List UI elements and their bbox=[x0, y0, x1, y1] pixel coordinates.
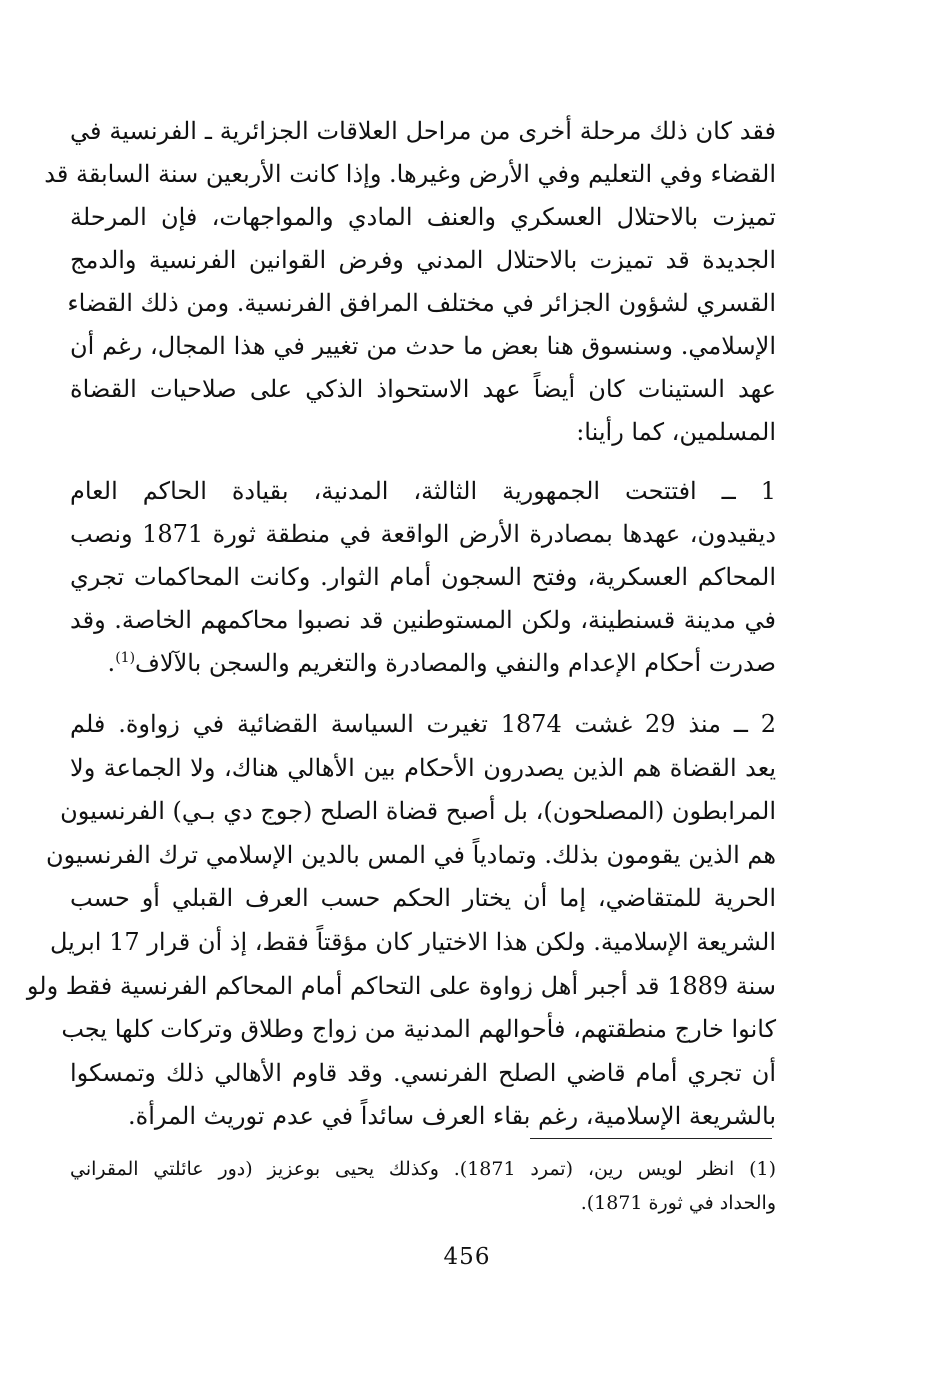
text-line: 2 ــ منذ 29 غشت 1874 تغيرت السياسة القضائية في زواوة. فلم bbox=[70, 710, 776, 738]
text-line: فقد كان ذلك مرحلة أخرى من مراحل العلاقات الجزائرية ـ الفرنسية في bbox=[70, 117, 776, 145]
text-line: القسري لشؤون الجزائر في مختلف المرافق الفرنسية. ومن ذلك القضاء bbox=[67, 289, 776, 317]
text-line: 1 ــ افتتحت الجمهورية الثالثة، المدنية، بقيادة الحاكم العام bbox=[70, 477, 776, 505]
text-line: بالشريعة الإسلامية، رغم بقاء العرف سائداً في عدم توريث المرأة. bbox=[128, 1102, 776, 1131]
text-line: الشريعة الإسلامية. ولكن هذا الاختيار كان مؤقتاً فقط، إذ أن قرار 17 ابريل bbox=[49, 927, 776, 956]
page-number: 456 bbox=[443, 1244, 491, 1270]
footnote-line: والحداد في ثورة 1871). bbox=[580, 1192, 776, 1214]
text-line: تميزت بالاحتلال العسكري والعنف المادي والمواجهات، فإن المرحلة bbox=[70, 203, 776, 231]
text-line: المسلمين، كما رأينا: bbox=[576, 418, 776, 446]
footnote-line: (1) انظر لويس رين، (تمرد 1871). وكذلك يحيى بوعزيز (دور عائلتي المقراني bbox=[70, 1158, 776, 1180]
text-line: سنة 1889 قد أجبر أهل زواوة على التحاكم أمام المحاكم الفرنسية فقط ولو bbox=[26, 971, 776, 1000]
text-line: القضاء وفي التعليم وفي الأرض وغيرها. وإذا كانت الأربعين سنة السابقة قد bbox=[44, 160, 776, 188]
text-line: الجديدة قد تميزت بالاحتلال المدني وفرض القوانين الفرنسية والدمج bbox=[70, 246, 776, 274]
text-line: هم الذين يقومون بذلك. وتمادياً في المس بالدين الإسلامي ترك الفرنسيون bbox=[46, 840, 776, 869]
text-line: يعد القضاة هم الذين يصدرون الأحكام بين الأهالي هناك، ولا الجماعة ولا bbox=[70, 753, 776, 782]
text-line: المرابطون (المصلحون)، بل أصبح قضاة الصلح (جوج دي بـي) الفرنسيون bbox=[60, 797, 776, 826]
text-line: في مدينة قسنطينة، ولكن المستوطنين قد نصبوا محاكمهم الخاصة. وقد bbox=[70, 606, 776, 634]
text-line-content: صدرت أحكام الإعدام والنفي والمصادرة والتغريم والسجن بالآلاف bbox=[135, 649, 776, 677]
text-line: عهد الستينات كان أيضاً عهد الاستحواذ الذكي على صلاحيات القضاة bbox=[70, 375, 776, 403]
text-line: ديقيدون، عهدها بمصادرة الأرض الواقعة في منطقة ثورة 1871 ونصب bbox=[70, 520, 777, 548]
footnote-divider bbox=[530, 1138, 772, 1139]
footnote-reference: (1) bbox=[115, 650, 136, 666]
paragraph-point-2 bbox=[26, 703, 776, 1139]
text-line: الحرية للمتقاضي، إما أن يختار الحكم حسب العرف القبلي أو حسب bbox=[70, 884, 776, 913]
text-line: كانوا خارج منطقتهم، فأحوالهم المدنية من زواج وطلاق وتركات كلها يجب bbox=[61, 1015, 776, 1044]
footnote bbox=[70, 1152, 776, 1220]
text-line: المحاكم العسكرية، وفتح السجون أمام الثوار. وكانت المحاكمات تجري bbox=[70, 563, 776, 591]
paragraph-point-1 bbox=[70, 470, 776, 685]
sentence-end: . bbox=[107, 649, 116, 677]
text-line bbox=[70, 642, 776, 685]
paragraph-intro bbox=[44, 110, 776, 454]
text-line: الإسلامي. وسنسوق هنا بعض ما حدث من تغيير في هذا المجال، رغم أن bbox=[70, 332, 776, 360]
text-line: أن تجري أمام قاضي الصلح الفرنسي. وقد قاوم الأهالي ذلك وتمسكوا bbox=[70, 1058, 776, 1087]
